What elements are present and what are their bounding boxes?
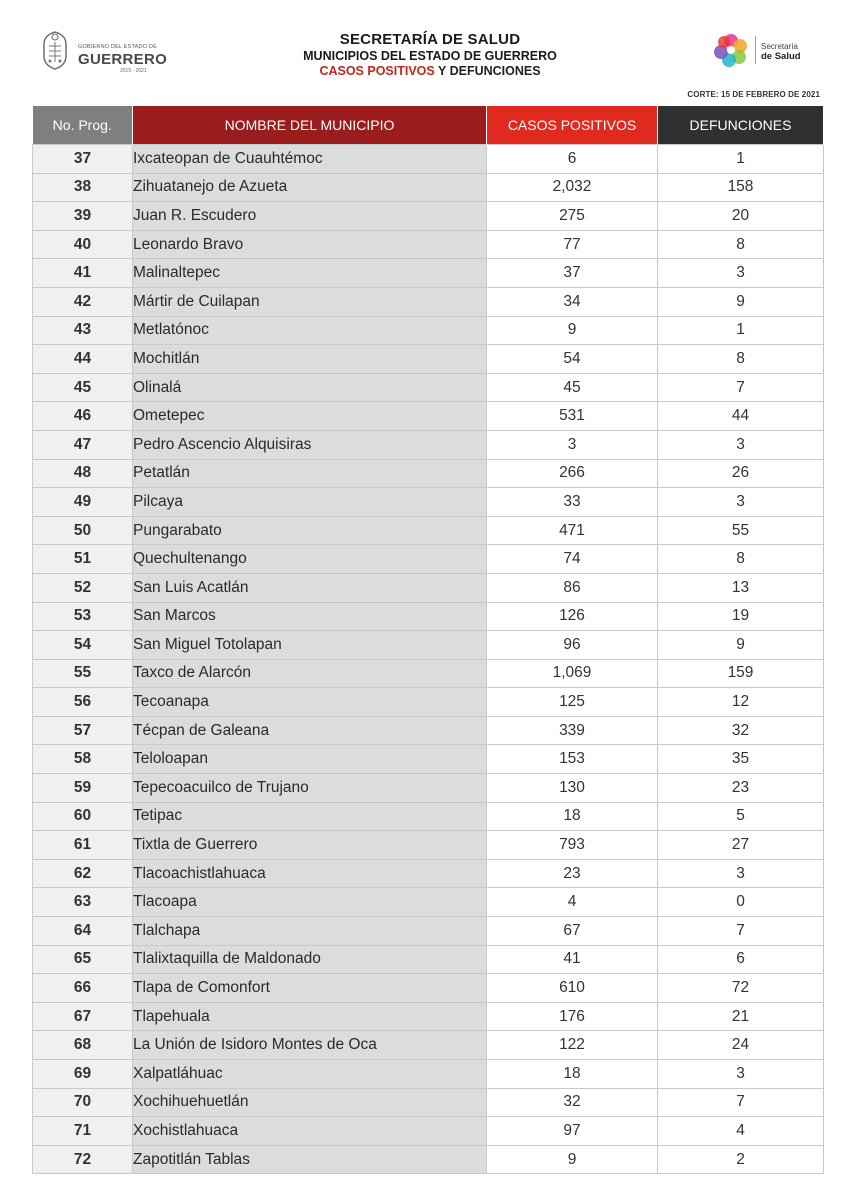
secretaria-de-salud-logo xyxy=(713,32,823,68)
table-row xyxy=(33,145,824,174)
row-number: 56 xyxy=(33,688,133,717)
municipality-name: Malinaltepec xyxy=(133,259,487,288)
municipality-name: Zihuatanejo de Azueta xyxy=(133,173,487,202)
state-seal-icon xyxy=(40,30,70,70)
positive-cases: 176 xyxy=(487,1002,658,1031)
deaths: 1 xyxy=(658,145,824,174)
positive-cases: 471 xyxy=(487,516,658,545)
positive-cases: 32 xyxy=(487,1088,658,1117)
health-flower-icon xyxy=(713,32,749,68)
table-row xyxy=(33,602,824,631)
municipality-name: Técpan de Galeana xyxy=(133,716,487,745)
deaths: 26 xyxy=(658,459,824,488)
positive-cases: 122 xyxy=(487,1031,658,1060)
row-number: 39 xyxy=(33,202,133,231)
municipality-name: Quechultenango xyxy=(133,545,487,574)
positive-cases: 9 xyxy=(487,1145,658,1174)
secretaria-label: Secretaría xyxy=(761,42,798,51)
row-number: 62 xyxy=(33,859,133,888)
deaths: 9 xyxy=(658,631,824,660)
de-salud-label: de Salud xyxy=(761,51,801,62)
table-row xyxy=(33,516,824,545)
deaths: 0 xyxy=(658,888,824,917)
positive-cases: 531 xyxy=(487,402,658,431)
deaths: 3 xyxy=(658,430,824,459)
municipality-name: San Luis Acatlán xyxy=(133,573,487,602)
row-number: 67 xyxy=(33,1002,133,1031)
positive-cases: 125 xyxy=(487,688,658,717)
municipality-name: Zapotitlán Tablas xyxy=(133,1145,487,1174)
positive-cases: 33 xyxy=(487,488,658,517)
positive-cases: 1,069 xyxy=(487,659,658,688)
municipality-name: Mochitlán xyxy=(133,345,487,374)
table-row xyxy=(33,202,824,231)
page-header xyxy=(0,0,851,104)
deaths: 7 xyxy=(658,1088,824,1117)
deaths: 24 xyxy=(658,1031,824,1060)
deaths: 3 xyxy=(658,1060,824,1089)
table-header-row xyxy=(33,106,824,145)
municipality-name: San Marcos xyxy=(133,602,487,631)
page-subtitle: MUNICIPIOS DEL ESTADO DE GUERRERO xyxy=(303,49,557,63)
table-row xyxy=(33,1031,824,1060)
table-row xyxy=(33,802,824,831)
table-row xyxy=(33,745,824,774)
municipality-name: Teloloapan xyxy=(133,745,487,774)
table-row xyxy=(33,688,824,717)
deaths: 2 xyxy=(658,1145,824,1174)
municipality-name: Tecoanapa xyxy=(133,688,487,717)
deaths: 7 xyxy=(658,373,824,402)
table-row xyxy=(33,859,824,888)
positive-cases: 6 xyxy=(487,145,658,174)
table-row xyxy=(33,1145,824,1174)
row-number: 61 xyxy=(33,831,133,860)
row-number: 60 xyxy=(33,802,133,831)
positive-cases: 130 xyxy=(487,774,658,803)
municipality-name: Tlacoachistlahuaca xyxy=(133,859,487,888)
deaths: 13 xyxy=(658,573,824,602)
deaths: 1 xyxy=(658,316,824,345)
row-number: 65 xyxy=(33,945,133,974)
deaths: 12 xyxy=(658,688,824,717)
positive-cases: 37 xyxy=(487,259,658,288)
municipality-name: Ometepec xyxy=(133,402,487,431)
positive-cases: 45 xyxy=(487,373,658,402)
municipality-name: Xochistlahuaca xyxy=(133,1117,487,1146)
municipality-name: Ixcateopan de Cuauhtémoc xyxy=(133,145,487,174)
row-number: 58 xyxy=(33,745,133,774)
positive-cases: 275 xyxy=(487,202,658,231)
municipality-name: Tetipac xyxy=(133,802,487,831)
positive-cases: 54 xyxy=(487,345,658,374)
municipality-name: Petatlán xyxy=(133,459,487,488)
municipality-name: Taxco de Alarcón xyxy=(133,659,487,688)
positive-cases: 2,032 xyxy=(487,173,658,202)
positive-cases: 86 xyxy=(487,573,658,602)
table-row xyxy=(33,230,824,259)
deaths: 7 xyxy=(658,917,824,946)
logo-divider xyxy=(755,36,756,64)
deaths: 8 xyxy=(658,345,824,374)
table-row xyxy=(33,1088,824,1117)
table-row xyxy=(33,1117,824,1146)
municipality-name: Tlacoapa xyxy=(133,888,487,917)
subtitle-rest: Y DEFUNCIONES xyxy=(434,64,541,78)
row-number: 47 xyxy=(33,430,133,459)
deaths: 9 xyxy=(658,287,824,316)
row-number: 44 xyxy=(33,345,133,374)
row-number: 57 xyxy=(33,716,133,745)
table-row xyxy=(33,287,824,316)
deaths: 44 xyxy=(658,402,824,431)
municipality-name: Tlalixtaquilla de Maldonado xyxy=(133,945,487,974)
positive-cases: 74 xyxy=(487,545,658,574)
table-row xyxy=(33,831,824,860)
column-header-deaths: DEFUNCIONES xyxy=(658,106,824,145)
municipality-name: Xalpatláhuac xyxy=(133,1060,487,1089)
municipality-name: San Miguel Totolapan xyxy=(133,631,487,660)
municipality-name: Metlatónoc xyxy=(133,316,487,345)
table-row xyxy=(33,774,824,803)
municipality-name: Pungarabato xyxy=(133,516,487,545)
table-row xyxy=(33,316,824,345)
table-row xyxy=(33,888,824,917)
row-number: 53 xyxy=(33,602,133,631)
positive-cases: 339 xyxy=(487,716,658,745)
column-header-no: No. Prog. xyxy=(33,106,133,145)
deaths: 27 xyxy=(658,831,824,860)
row-number: 48 xyxy=(33,459,133,488)
row-number: 46 xyxy=(33,402,133,431)
deaths: 158 xyxy=(658,173,824,202)
positive-cases: 18 xyxy=(487,1060,658,1089)
cases-table xyxy=(32,106,824,1174)
subtitle-highlight: CASOS POSITIVOS xyxy=(319,64,435,78)
column-header-positive-cases: CASOS POSITIVOS xyxy=(487,106,658,145)
deaths: 72 xyxy=(658,974,824,1003)
table-row xyxy=(33,659,824,688)
table-row xyxy=(33,1060,824,1089)
row-number: 71 xyxy=(33,1117,133,1146)
deaths: 5 xyxy=(658,802,824,831)
table-row xyxy=(33,974,824,1003)
table-row xyxy=(33,259,824,288)
municipality-name: Mártir de Cuilapan xyxy=(133,287,487,316)
guerrero-government-logo xyxy=(40,30,168,74)
table-row xyxy=(33,716,824,745)
municipality-name: La Unión de Isidoro Montes de Oca xyxy=(133,1031,487,1060)
document-titles xyxy=(230,30,630,79)
row-number: 54 xyxy=(33,631,133,660)
page-subtitle-2 xyxy=(230,64,630,79)
row-number: 64 xyxy=(33,917,133,946)
positive-cases: 4 xyxy=(487,888,658,917)
deaths: 4 xyxy=(658,1117,824,1146)
row-number: 42 xyxy=(33,287,133,316)
positive-cases: 266 xyxy=(487,459,658,488)
deaths: 3 xyxy=(658,259,824,288)
table-row xyxy=(33,1002,824,1031)
municipality-name: Tlapa de Comonfort xyxy=(133,974,487,1003)
positive-cases: 793 xyxy=(487,831,658,860)
municipality-name: Pilcaya xyxy=(133,488,487,517)
positive-cases: 34 xyxy=(487,287,658,316)
deaths: 19 xyxy=(658,602,824,631)
page-title: SECRETARÍA DE SALUD xyxy=(339,31,521,48)
table-row xyxy=(33,573,824,602)
positive-cases: 3 xyxy=(487,430,658,459)
table-row xyxy=(33,945,824,974)
row-number: 41 xyxy=(33,259,133,288)
positive-cases: 9 xyxy=(487,316,658,345)
row-number: 55 xyxy=(33,659,133,688)
positive-cases: 41 xyxy=(487,945,658,974)
row-number: 40 xyxy=(33,230,133,259)
row-number: 45 xyxy=(33,373,133,402)
positive-cases: 77 xyxy=(487,230,658,259)
row-number: 72 xyxy=(33,1145,133,1174)
table-row xyxy=(33,430,824,459)
municipality-name: Tlapehuala xyxy=(133,1002,487,1031)
table-row xyxy=(33,545,824,574)
table-row xyxy=(33,631,824,660)
municipality-name: Tepecoacuilco de Trujano xyxy=(133,774,487,803)
table-row xyxy=(33,459,824,488)
row-number: 68 xyxy=(33,1031,133,1060)
row-number: 70 xyxy=(33,1088,133,1117)
row-number: 66 xyxy=(33,974,133,1003)
positive-cases: 67 xyxy=(487,917,658,946)
deaths: 159 xyxy=(658,659,824,688)
deaths: 6 xyxy=(658,945,824,974)
table-row xyxy=(33,373,824,402)
table-row xyxy=(33,345,824,374)
government-label: GOBIERNO DEL ESTADO DE xyxy=(78,44,157,50)
row-number: 69 xyxy=(33,1060,133,1089)
state-name: GUERRERO xyxy=(78,51,168,68)
row-number: 51 xyxy=(33,545,133,574)
row-number: 59 xyxy=(33,774,133,803)
table-body xyxy=(33,145,824,1174)
row-number: 52 xyxy=(33,573,133,602)
deaths: 21 xyxy=(658,1002,824,1031)
deaths: 3 xyxy=(658,488,824,517)
positive-cases: 18 xyxy=(487,802,658,831)
municipality-name: Leonardo Bravo xyxy=(133,230,487,259)
column-header-municipality: NOMBRE DEL MUNICIPIO xyxy=(133,106,487,145)
table-row xyxy=(33,488,824,517)
deaths: 20 xyxy=(658,202,824,231)
deaths: 32 xyxy=(658,716,824,745)
positive-cases: 96 xyxy=(487,631,658,660)
municipality-name: Tlalchapa xyxy=(133,917,487,946)
municipality-name: Olinalá xyxy=(133,373,487,402)
municipality-name: Xochihuehuetlán xyxy=(133,1088,487,1117)
deaths: 35 xyxy=(658,745,824,774)
municipality-name: Tixtla de Guerrero xyxy=(133,831,487,860)
row-number: 50 xyxy=(33,516,133,545)
table-row xyxy=(33,173,824,202)
municipality-name: Pedro Ascencio Alquisiras xyxy=(133,430,487,459)
positive-cases: 97 xyxy=(487,1117,658,1146)
positive-cases: 126 xyxy=(487,602,658,631)
deaths: 8 xyxy=(658,545,824,574)
row-number: 63 xyxy=(33,888,133,917)
table-row xyxy=(33,402,824,431)
row-number: 37 xyxy=(33,145,133,174)
deaths: 3 xyxy=(658,859,824,888)
municipality-name: Juan R. Escudero xyxy=(133,202,487,231)
deaths: 55 xyxy=(658,516,824,545)
government-years: 2015 - 2021 xyxy=(120,68,147,74)
row-number: 38 xyxy=(33,173,133,202)
cutoff-date: CORTE: 15 DE FEBRERO DE 2021 xyxy=(687,90,820,99)
deaths: 8 xyxy=(658,230,824,259)
deaths: 23 xyxy=(658,774,824,803)
row-number: 43 xyxy=(33,316,133,345)
table-row xyxy=(33,917,824,946)
positive-cases: 153 xyxy=(487,745,658,774)
row-number: 49 xyxy=(33,488,133,517)
positive-cases: 23 xyxy=(487,859,658,888)
positive-cases: 610 xyxy=(487,974,658,1003)
